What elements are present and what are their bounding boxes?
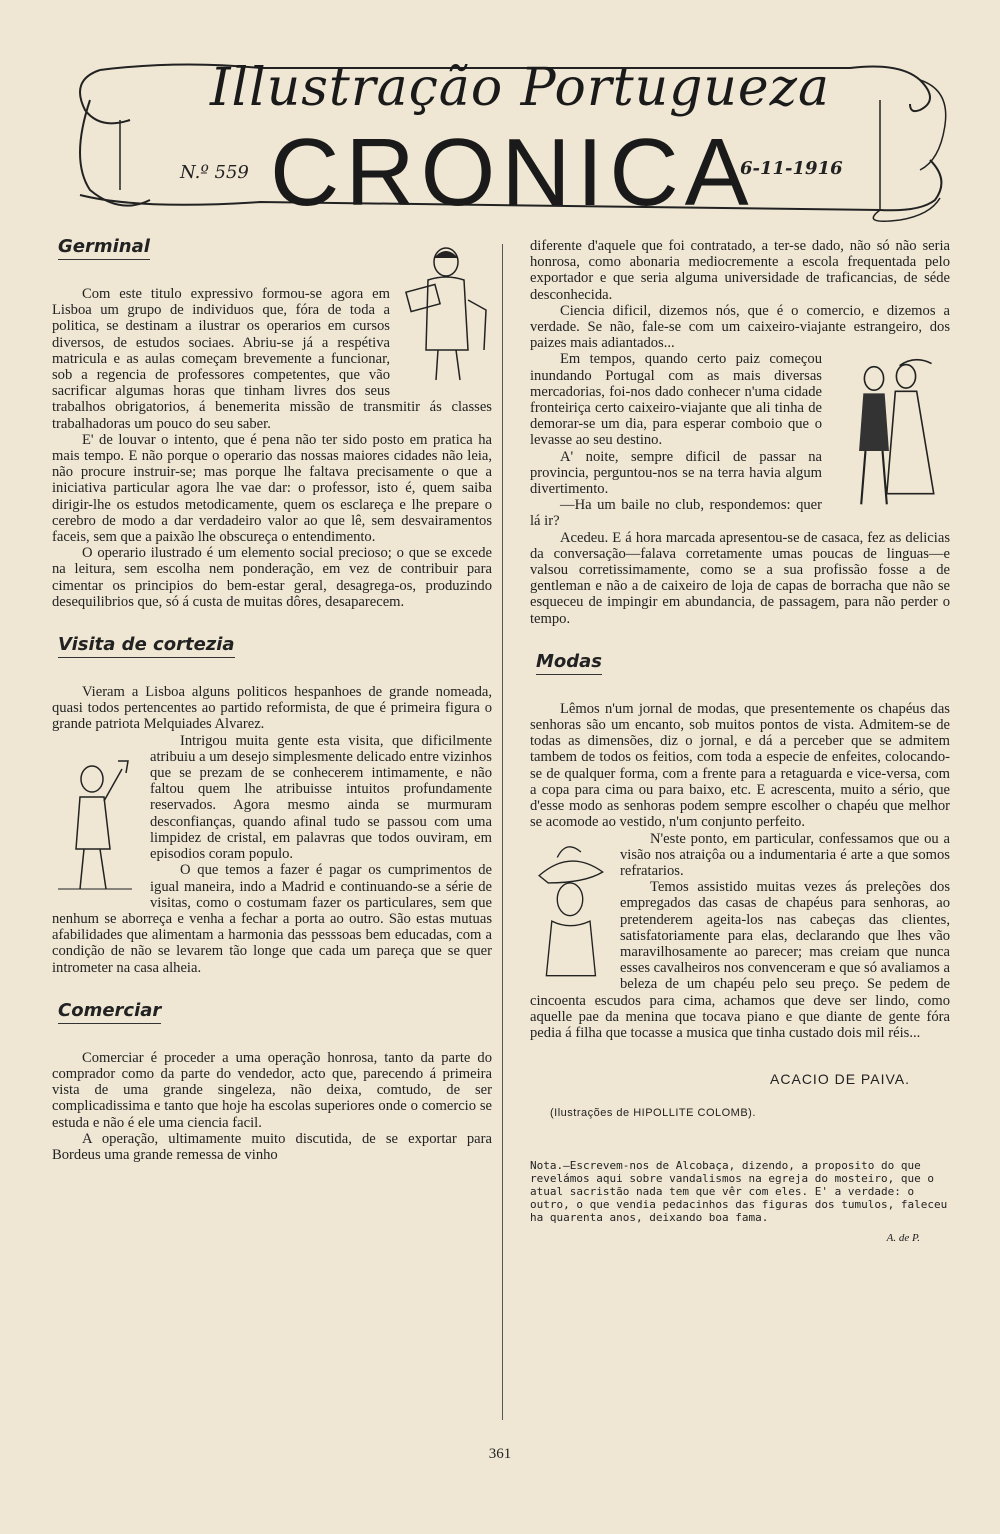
right-column	[530, 238, 950, 1244]
heading-comerciar: Comerciar	[58, 1000, 161, 1024]
note-initials: A. de P.	[886, 1232, 920, 1245]
lady-hat-illustration	[530, 837, 610, 987]
comerciar-paragraph-1: Comerciar é proceder a uma operação honrosa, tanto da parte do comprador como da parte do vendedor, acto que, parecendo á primeira vista de uma grande singeleza, não deixa, comtudo, de ser complicadissima e tanto que hoje ha escolas superiores onde o comercio se estuda e não é ele uma ciencia facil.	[52, 1049, 492, 1131]
dancing-couple-illustration	[830, 355, 950, 515]
column-divider	[502, 244, 503, 1420]
visita-paragraph-2: Intrigou muita gente esta visita, que dificilmente atribuiu a um desejo simplesmente delicado entre vizinhos que se prezam de se conhecerem intimamente, e não faltou quem lhe atribuisse intuitos profundamente reservados. Agora mesmo ainda se murmuram desconfianças, quando afinal tudo se passou com uma limpidez de cristal, em palavras que todos ouviram, em episodios coram populo.	[150, 732, 492, 863]
germinal-paragraph-2: E' de louvar o intento, que é pena não ter sido posto em pratica ha mais tempo. E não porque o operario das nossas maiores cidades não leia, não procure instruir-se; mas porque lhe faltava precisamente o que a iniciativa particular agora lhe vae dar: o professor, isto é, quem saiba dirigir-lhe os estudos metodicamente, quem os esclareça e lhe prepare o cerebro de modo a dar verdadeiro valor ao que lê, sem desvairamentos faceis, sem que a paixão lhe obscureça o entendimento.	[52, 431, 492, 546]
modas-paragraph-2: N'este ponto, em particular, confessamos que ou a visão nos atraiçôa ou a indumentaria é arte a que somos refratarios.	[620, 830, 950, 879]
professor-illustration	[398, 240, 492, 390]
visita-paragraph-1: Vieram a Lisboa alguns politicos hespanhoes de grande nomeada, quasi todos pertencentes ao partido reformista, de que é primeira figura o grande patriota Melquiades Alvarez.	[52, 684, 492, 733]
editor-note: Nota.—Escrevem-nos de Alcobaça, dizendo, a proposito do que revelámos aqui sobre vandalismos na egreja do mosteiro, que o atual sacristão nada tem que vêr com eles. E' a verdade: o outro, o que vendia pedacinhos das figuras dos tumulos, faleceu ha quarenta anos, deixando boa fama.	[530, 1159, 948, 1225]
comerciar-continued-6: Acedeu. E á hora marcada apresentou-se de casaca, fez as delicias da conversação—falava corretamente umas poucas de linguas—e valsou corretissimamente, como se a sua profissão fosse a de gentleman e não a de caixeiro de loja de capas de borracha que não se esqueceu de impingir em abundancia, de passagem, para não perder o tempo.	[530, 529, 950, 627]
comerciar-continued-1: diferente d'aquele que foi contratado, a ter-se dado, não só não seria honrosa, como abonaria mediocremente a escola frequentada pelo exportador e que seria alguma universidade de traficancias, de séde desconhecida.	[530, 238, 950, 303]
heading-visita: Visita de cortezia	[58, 634, 235, 658]
issue-date: 6-11-1916	[740, 158, 843, 179]
comerciar-continued-2: Ciencia dificil, dizemos nós, que é o comercio, e dizemos a verdade. Se não, fale-se com um caixeiro-viajante estrangeiro, dos paizes mais adiantados...	[530, 302, 950, 352]
issue-number: N.º 559	[180, 162, 249, 183]
germinal-paragraph-3: O operario ilustrado é um elemento social precioso; o que se excede na leitura, sem escolha nem ponderação, em vez de contribuir para cimentar os principios do bem-estar geral, desagrega-os, produzindo desequilibrios que, só á custa de muitas dôres, desaparecem.	[52, 545, 492, 610]
left-column	[52, 236, 492, 1163]
comerciar-continued-3: Em tempos, quando certo paiz começou inundando Portugal com as mais diversas mercadorias, foi-nos dado conhecer n'uma cidade fronteiriça certo caixeiro-viajante que ali tinha de demorar-se um dia, para esperar comboio que o levasse ao seu destino.	[530, 351, 822, 449]
comerciar-continued-4: A' noite, sempre dificil de passar na provincia, perguntou-nos se na terra havia algum divertimento.	[530, 448, 822, 498]
illustration-credit: (Ilustrações de HIPOLLITE COLOMB).	[550, 1107, 756, 1120]
page-number: 361	[488, 1446, 512, 1462]
germinal-paragraph-1: Com este titulo expressivo formou-se agora em Lisboa um grupo de individuos que, fóra de toda a politica, se destinam a ilustrar os operarios em cursos diversos, de estudos sociaes. Abriu-se já a respétiva matricula e as aulas começam brevemente a funcionar, sob a regencia de professores competentes, que vão sacrificar algumas horas que tinham livres dos seus trabalhos obrigatorios, á benemerita missão de transmitir ás classes trabalhadoras um pouco do seu saber.	[52, 286, 492, 432]
heading-germinal: Germinal	[58, 236, 150, 260]
modas-paragraph-1: Lêmos n'um jornal de modas, que presentemente os chapéus das senhoras são um encanto, sob muitos pontos de vista. Admitem-se de todas as dimensões, diz o jornal, e dá a perceber que se admitem tambem de todos os feitios, com toda a especie de enfeites, colocando-se de qualquer forma, com a frente para a retaguarda e vice-versa, com a copa para cima ou para baixo, etc. E acrescenta, muito a sério, que d'esse modo as senhoras podem sempre escolher o chapéu que melhor se acomode ao vestido, n'um conjunto perfeito.	[530, 700, 950, 831]
masthead	[60, 40, 950, 230]
waiter-illustration	[52, 739, 140, 899]
magazine-title: Illustração Portugueza	[209, 58, 831, 118]
comerciar-paragraph-2: A operação, ultimamente muito discutida, de se exportar para Bordeus uma grande remessa de vinho	[52, 1130, 492, 1163]
section-title: CRONICA	[270, 119, 755, 226]
comerciar-continued-5: —Ha um baile no club, respondemos: quer lá ir?	[530, 497, 822, 530]
modas-paragraph-3: Temos assistido muitas vezes ás preleções dos empregados das casas de chapéus para senhoras, ao pretenderem ageita-los nas cabeças das clientes, satisfatoriamente para elas, declarando que lhes vão maravilhosamente ao parecer; mas creiam que nunca esses cavalheiros nos convenceram e que só avaliamos a beleza de um chapéu pelo seu preço. Se pedem de cincoenta escudos para cima, achamos que deve ser lindo, como aquelle pae da menina que tocava piano e que diante de gente fóra pedia á filha que tocasse a musica que tinha custado dois mil réis...	[530, 879, 950, 1041]
heading-modas: Modas	[536, 651, 602, 675]
author-signature: ACACIO DE PAIVA.	[770, 1071, 910, 1088]
visita-paragraph-3: O que temos a fazer é pagar os cumprimentos de igual maneira, indo a Madrid e continuando-se a série de visitas, como o costumam fazer os particulares, sem que nenhum se aborreça e venha a fechar a porta ao outro. São estas mutuas afabilidades que alimentam a harmonia das pesssoas bem educadas, com a condição de não se levarem tão longe que cada um pareça que se quer intrometer na casa alheia.	[52, 862, 492, 976]
